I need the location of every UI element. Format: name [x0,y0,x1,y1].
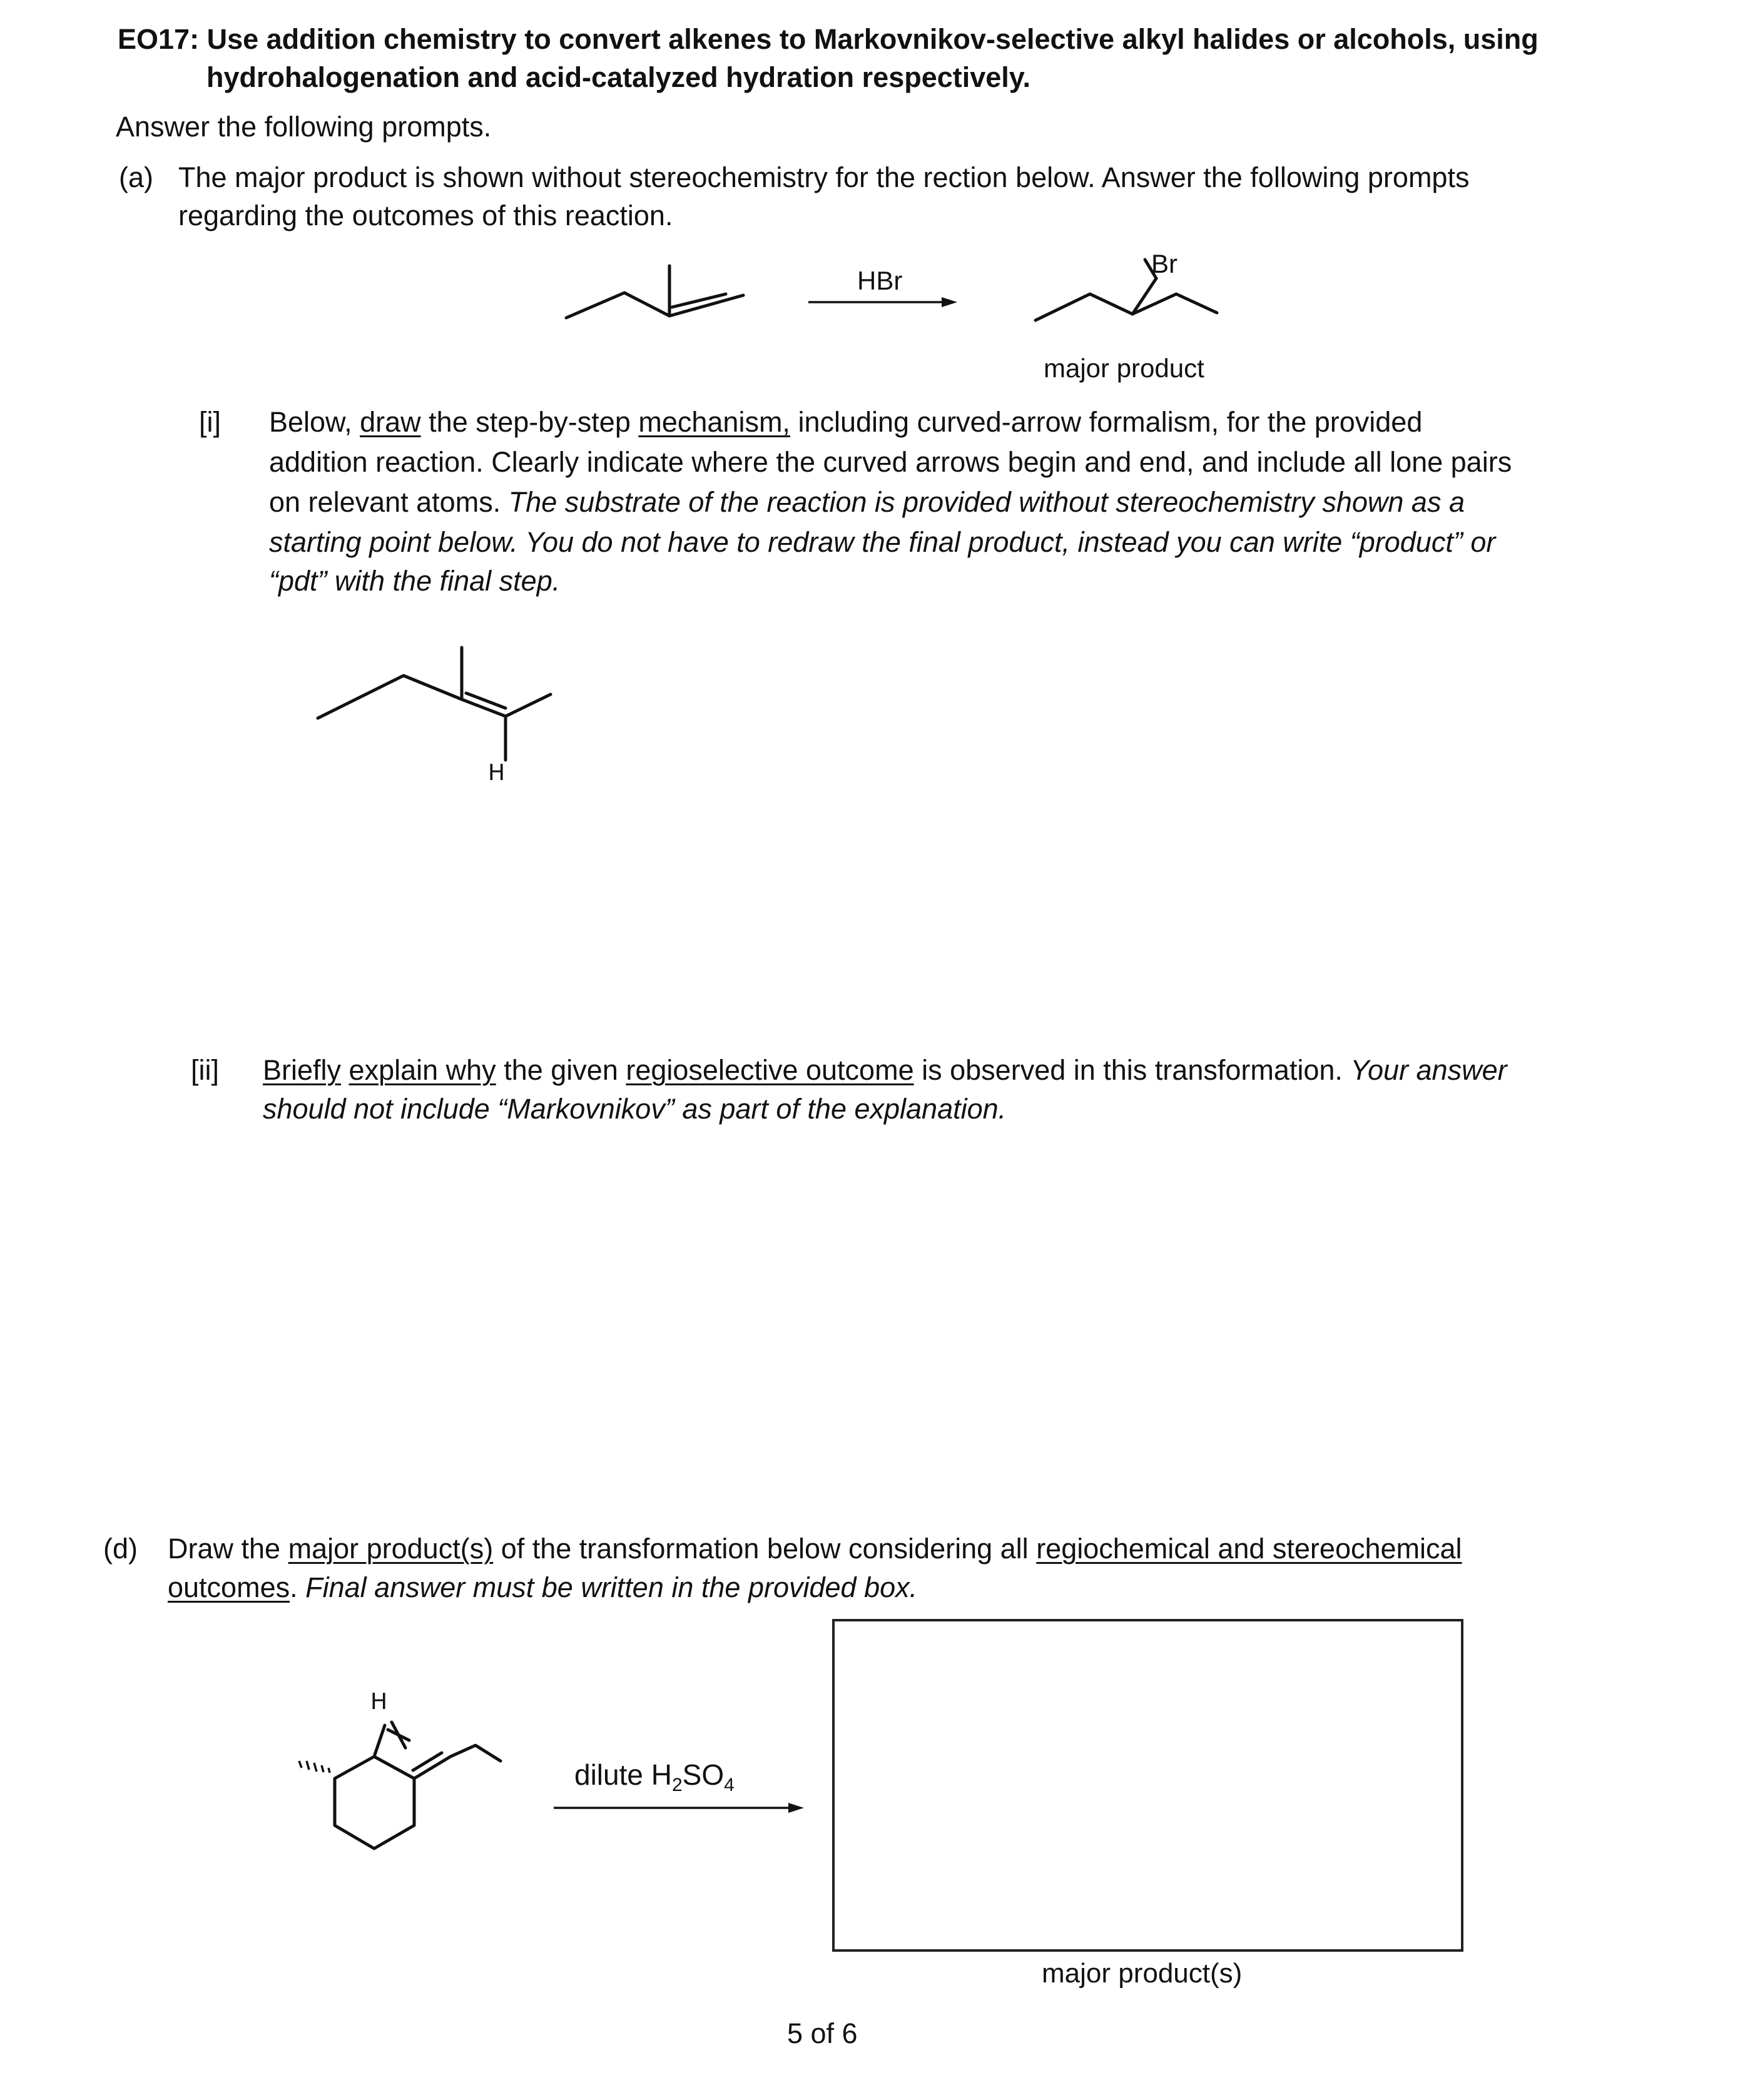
part-i-l1-mid: the step-by-step [429,406,631,438]
part-a-label: (a) [119,161,153,193]
part-d-l1-mid: of the transformation below considering all [501,1533,1029,1565]
part-i-line-4: starting point below. You do not have to redraw the final product, instead you can write “product” or [269,526,1496,558]
part-ii-l1-mid: the given [504,1054,618,1086]
part-i-l1-draw: draw [360,406,421,438]
part-d-label: (d) [103,1533,138,1565]
reagent-sub-1: 2 [671,1775,683,1796]
part-d-line-2 [168,1568,917,1607]
part-i-l1-pre: Below, [269,406,352,438]
part-a-line-2: regarding the outcomes of this reaction. [178,200,673,231]
part-i-l3-plain: on relevant atoms. [269,486,501,518]
reaction-a-reagent: HBr [857,266,903,295]
reaction-a-substrate [566,266,743,318]
reagent-pre: dilute H [574,1758,672,1791]
mechanism-substrate-h: H [488,760,506,786]
part-i-l3-italic: The substrate of the reaction is provided without stereochemistry shown as a [508,486,1465,518]
part-i-line-3 [269,483,1465,522]
reaction-a-product [1035,260,1217,320]
part-ii-l1-regio: regioselective outcome [626,1054,914,1086]
part-i-line-5: “pdt” with the final step. [269,565,561,597]
reagent-sub-2: 4 [724,1775,735,1796]
part-d-l2-outcomes: outcomes [168,1571,290,1603]
part-i-line-1 [269,403,1422,442]
part-i-label: [i] [199,406,221,438]
part-d-l2-italic: Final answer must be written in the provided box. [305,1571,918,1603]
part-a-line-1: The major product is shown without stereochemistry for the rection below. Answer the following prompts [178,161,1470,193]
objective-code: EO17: [118,23,200,55]
reaction-a-arrow [808,297,957,307]
part-d-line-1 [168,1529,1462,1568]
part-d-l2-post: . [290,1571,298,1603]
answer-box-caption: major product(s) [1042,1958,1243,1989]
reaction-a-caption: major product [1044,353,1204,383]
mechanism-substrate [318,647,551,760]
reaction-d-substrate [299,1722,501,1849]
part-d-l1-regio: regiochemical and stereochemical [1036,1533,1462,1565]
part-d-l1-pre: Draw the [168,1533,281,1565]
part-ii-line-1 [263,1051,1507,1090]
part-i-l1-post: including curved-arrow formalism, for the provided [798,406,1423,438]
page-number: 5 of 6 [787,2017,858,2049]
part-i-l1-mechanism: mechanism, [638,406,790,438]
part-ii-label: [ii] [191,1054,219,1086]
reaction-d-arrow [554,1803,804,1813]
answer-box[interactable] [833,1620,1462,1950]
reaction-d-reagent [574,1758,735,1796]
reaction-a-product-br: Br [1151,249,1178,278]
part-i-line-2: addition reaction. Clearly indicate where the curved arrows begin and end, and include all lone pairs [269,446,1512,478]
objective-line-1: Use addition chemistry to convert alkenes to Markovnikov-selective alkyl halides or alcohols, using [206,23,1539,55]
part-d-l1-major: major product(s) [288,1533,494,1565]
reaction-d-substrate-h: H [370,1689,388,1715]
instruction-text: Answer the following prompts. [116,111,492,143]
part-ii-l1-explain: explain why [348,1054,496,1086]
part-ii-line-2: should not include “Markovnikov” as part of the explanation. [263,1093,1007,1125]
reagent-mid: SO [682,1758,725,1791]
part-ii-l1-briefly: Briefly [263,1054,342,1086]
part-ii-l1-post: is observed in this transformation. [922,1054,1343,1086]
part-ii-l1-italic: Your answer [1350,1054,1507,1086]
objective-line-2: hydrohalogenation and acid-catalyzed hydration respectively. [206,61,1030,93]
